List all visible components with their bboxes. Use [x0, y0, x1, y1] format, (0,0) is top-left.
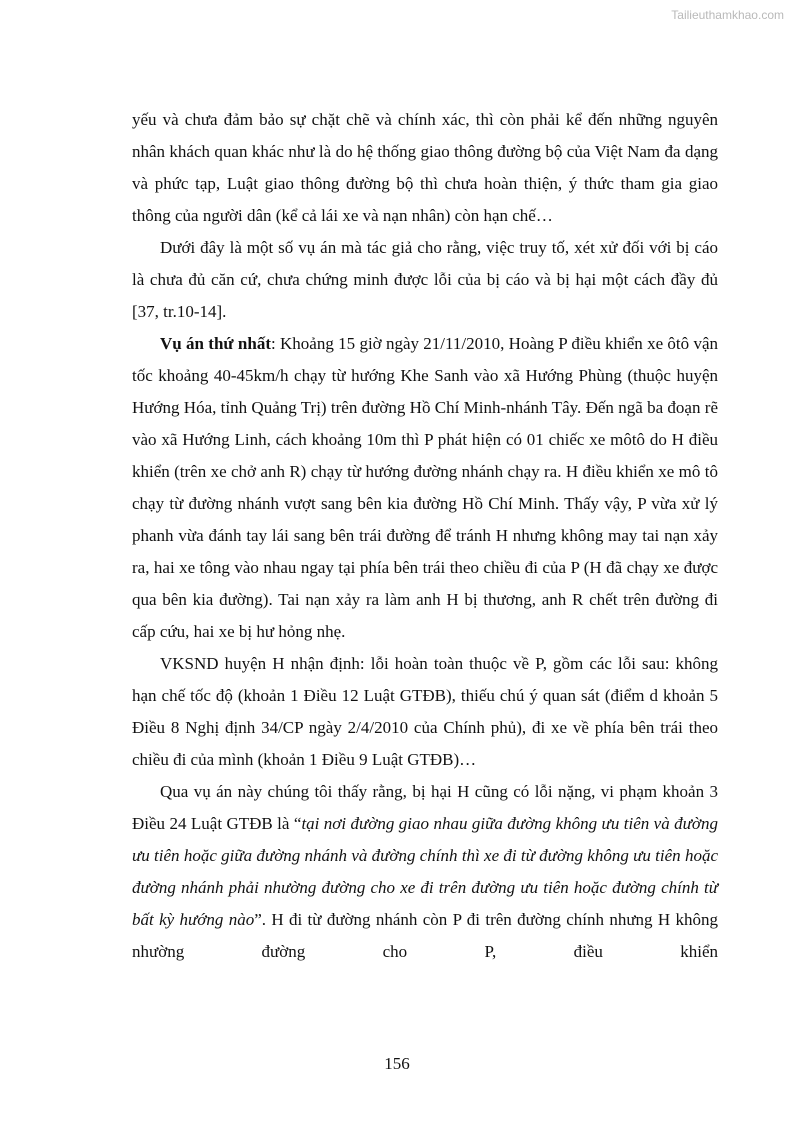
page-number: 156 — [384, 1054, 410, 1073]
watermark: Tailieuthamkhao.com — [671, 8, 784, 22]
paragraph-first-case — [132, 328, 718, 648]
analysis-continuation: ”. H đi từ đường nhánh còn P đi trên đường chính nhưng H không nhường đường cho P, điều khiển — [132, 910, 718, 961]
case-description: : Khoảng 15 giờ ngày 21/11/2010, Hoàng P điều khiển xe ôtô vận tốc khoảng 40-45km/h chạy từ hướng Khe Sanh vào xã Hướng Phùng (thuộc huyện Hướng Hóa, tỉnh Quảng Trị) trên đường Hồ Chí Minh-nhánh Tây. Đến ngã ba đoạn rẽ vào xã Hướng Linh, cách khoảng 10m thì P phát hiện có 01 chiếc xe môtô do H điều khiển (trên xe chở anh R) chạy từ hướng đường nhánh chạy ra. H điều khiển xe mô tô chạy từ đường nhánh vượt sang bên kia đường Hồ Chí Minh. Thấy vậy, P vừa xử lý phanh vừa đánh tay lái sang bên trái đường để tránh H nhưng không may tai nạn xảy ra, hai xe tông vào nhau ngay tại phía bên trái theo chiều đi của P (H đã chạy xe được qua bên kia đường). Tai nạn xảy ra làm anh H bị thương, anh R chết trên đường đi cấp cứu, hai xe bị hư hỏng nhẹ. — [132, 334, 718, 641]
legal-quote: tại nơi đường giao nhau giữa đường không ưu tiên và đường ưu tiên hoặc giữa đường nhánh và đường chính thì xe đi từ đường không ưu tiên hoặc đường nhánh phải nhường đường cho xe đi trên đường ưu tiên hoặc đường chính từ bất kỳ hướng nào — [132, 814, 718, 929]
page-body — [132, 104, 718, 968]
analysis-intro: Qua vụ án này chúng tôi thấy rằng, bị hại H cũng có lỗi nặng, vi phạm khoản 3 Điều 24 Luật GTĐB là “ — [132, 782, 718, 833]
paragraph-causes: yếu và chưa đảm bảo sự chặt chẽ và chính xác, thì còn phải kể đến những nguyên nhân khách quan khác như là do hệ thống giao thông đường bộ của Việt Nam đa dạng và phức tạp, Luật giao thông đường bộ thì chưa hoàn thiện, ý thức tham gia giao thông của người dân (kể cả lái xe và nạn nhân) còn hạn chế… — [132, 110, 718, 225]
paragraph-analysis — [132, 776, 718, 968]
paragraph-cases-intro: Dưới đây là một số vụ án mà tác giả cho rằng, việc truy tố, xét xử đối với bị cáo là chưa đủ căn cứ, chưa chứng minh được lỗi của bị cáo và bị hại một cách đầy đủ [37, tr.10-14]. — [132, 238, 718, 321]
case-heading: Vụ án thứ nhất — [160, 334, 271, 353]
paragraph-prosecution-view: VKSND huyện H nhận định: lỗi hoàn toàn thuộc về P, gồm các lỗi sau: không hạn chế tốc độ (khoản 1 Điều 12 Luật GTĐB), thiếu chú ý quan sát (điểm d khoản 5 Điều 8 Nghị định 34/CP ngày 2/4/2010 của Chính phủ), đi xe về phía bên trái theo chiều đi của mình (khoản 1 Điều 9 Luật GTĐB)… — [132, 654, 718, 769]
